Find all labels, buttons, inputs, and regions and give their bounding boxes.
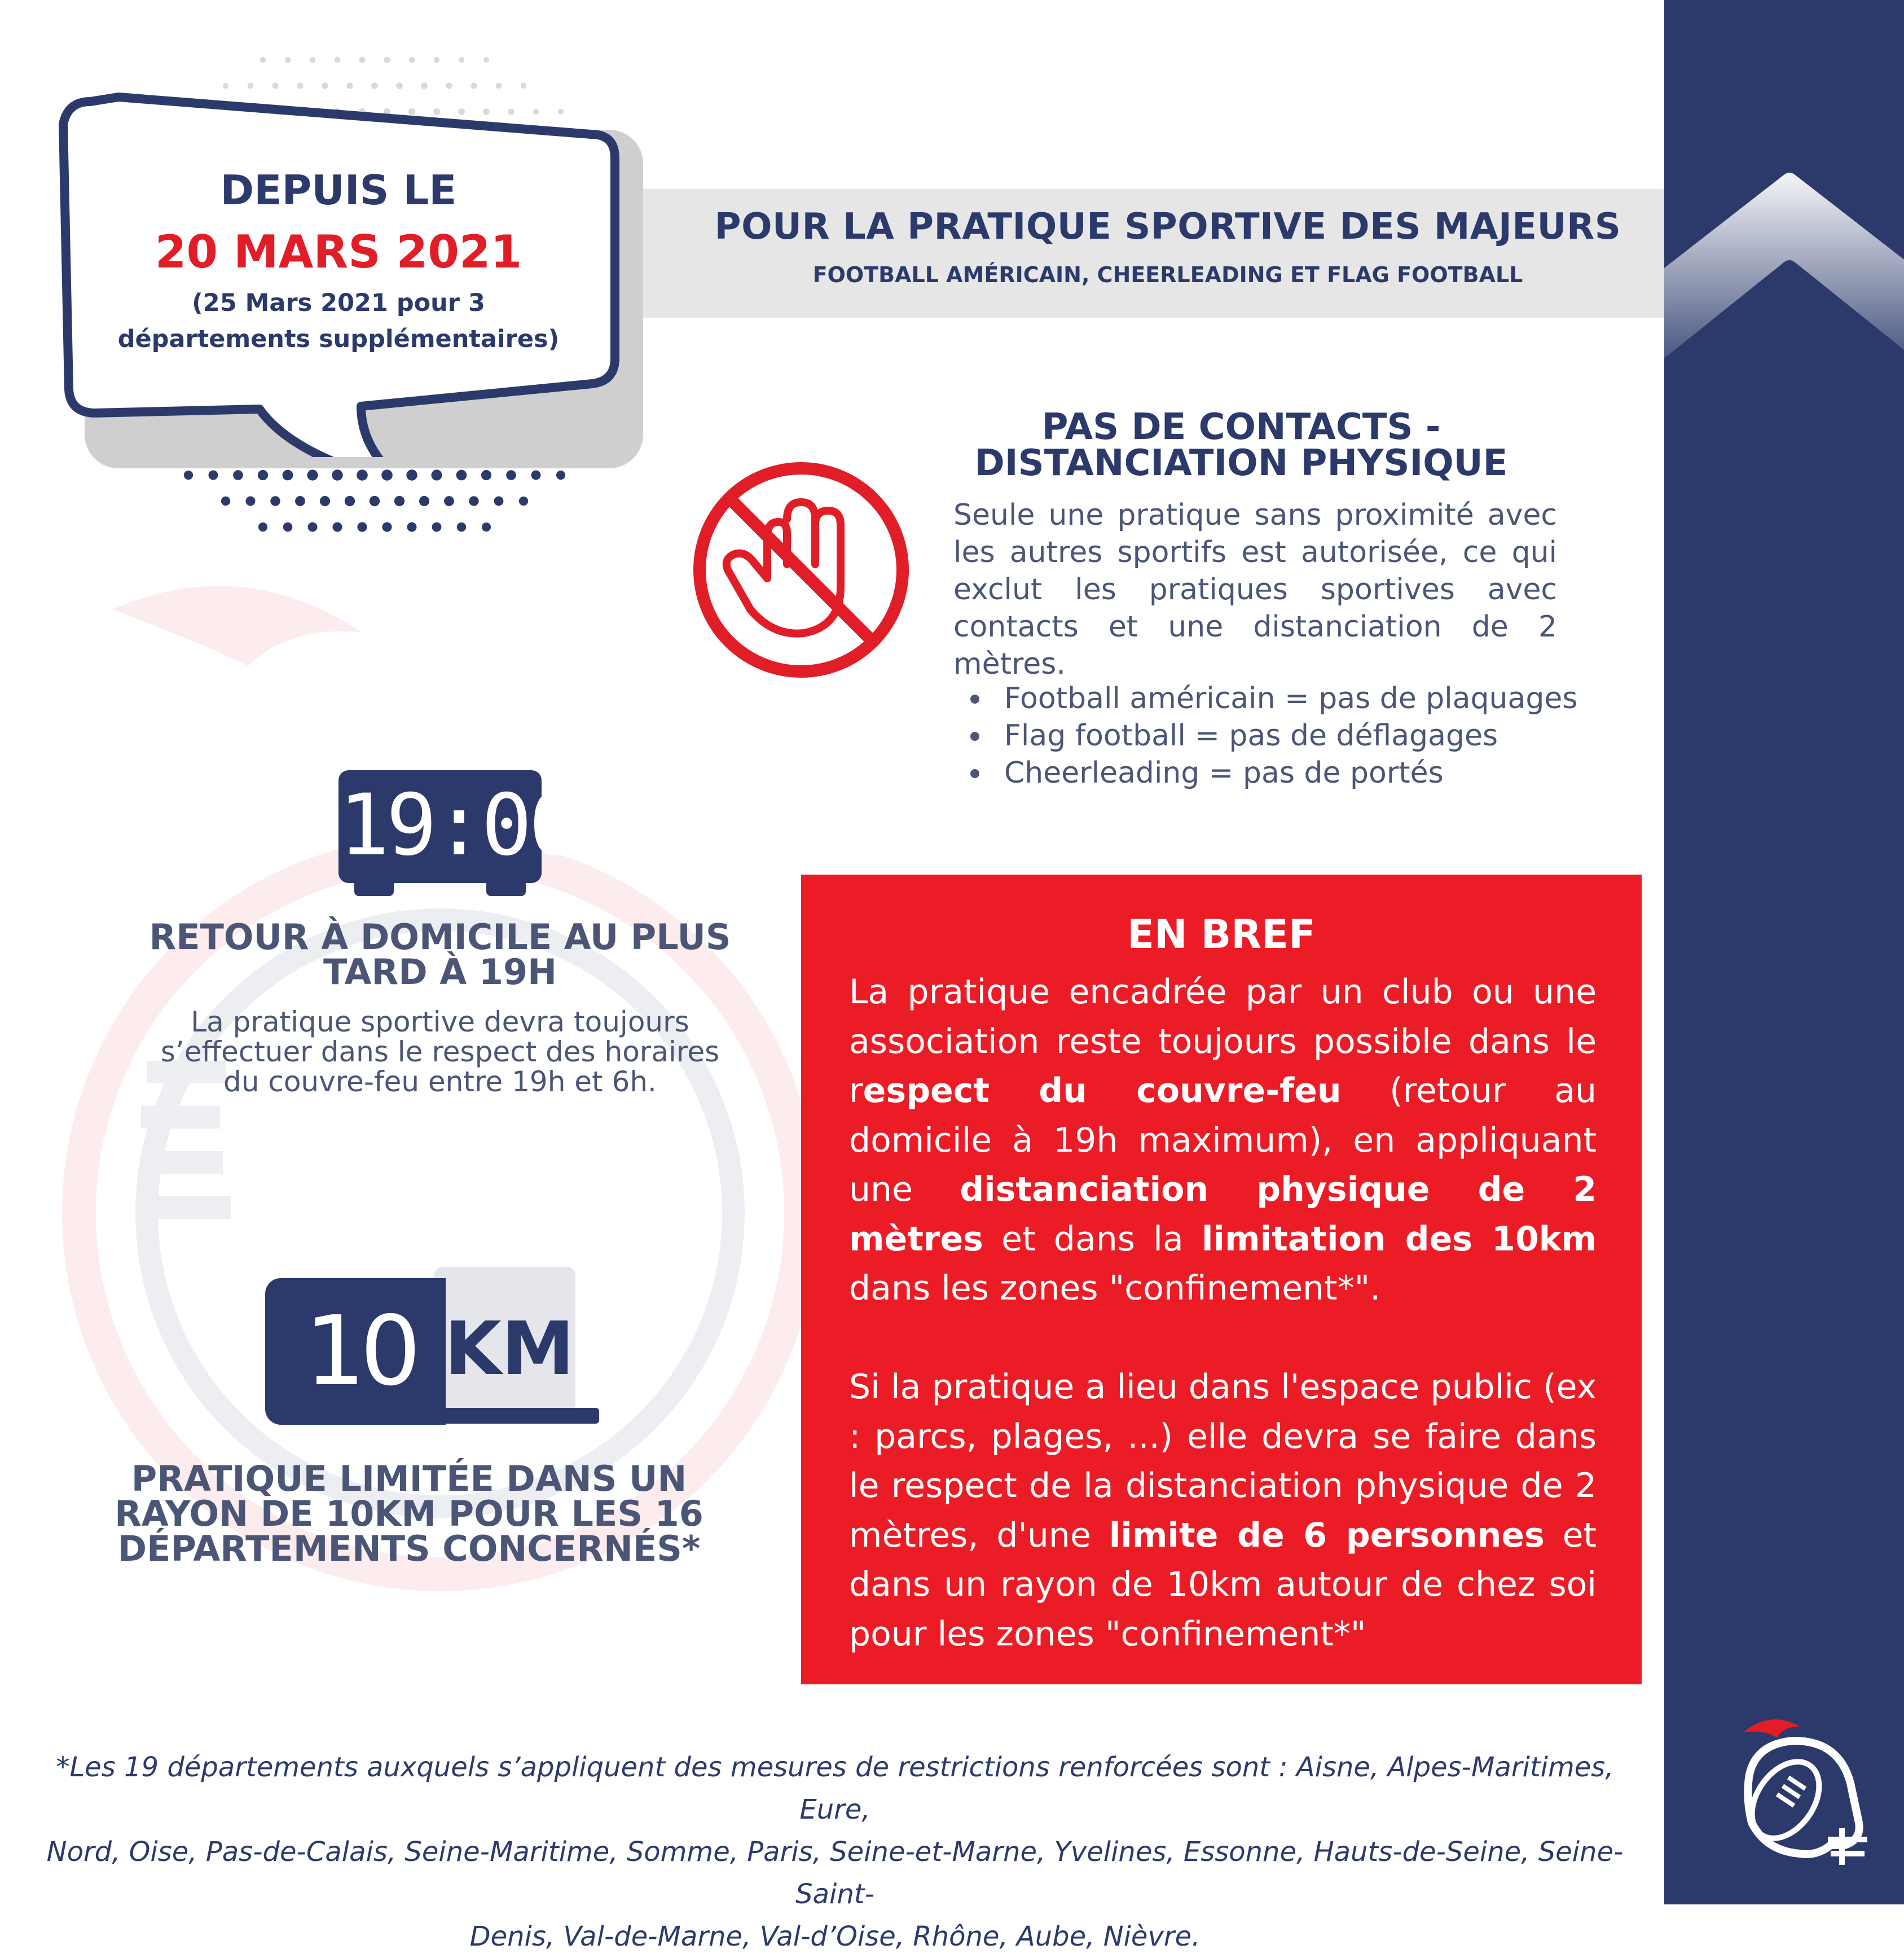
halftone-dot [221,497,230,506]
clock-icon [338,770,577,900]
curfew-title-line1: RETOUR À DOMICILE AU PLUS [149,916,731,958]
header-title: POUR LA PRATIQUE SPORTIVE DES MAJEURS [714,206,1621,248]
summary-text: et dans la [983,1219,1202,1259]
halftone-dot [246,497,256,506]
halftone-dot [295,496,305,506]
summary-text: et dans un rayon de 10km autour de chez soi pour les zones "confinement*" [849,1515,1597,1654]
summary-text: Si la pratique a lieu dans l'espace public (ex : parcs, plages, ...) elle devra se faire dans le respect de la distanciation physique de 2 mètres, d'une [849,1367,1597,1555]
curfew-title [135,916,745,993]
halftone-dot [381,469,393,481]
radius-title [113,1458,705,1569]
halftone-dot [320,496,330,506]
halftone-dot [483,57,489,63]
halftone-dot [409,57,415,63]
halftone-dot [285,57,291,63]
bubble-since-label: DEPUIS LE [220,166,457,214]
halftone-dot [248,83,254,89]
summary-bold-text: distanciation physique de 2 mètres [849,1170,1597,1259]
halftone-dot [431,469,442,480]
footnote-line2: Nord, Oise, Pas-de-Calais, Seine-Maritime, Somme, Paris, Seine-et-Marne, Yvelines, Essonne, Hauts-de-Seine, Seine-Saint- [46,1836,1624,1910]
halftone-dot [457,523,467,532]
halftone-dot [456,470,467,481]
clock-time: 19:00 [338,776,577,875]
halftone-dot [258,523,267,532]
halftone-dot [322,82,328,89]
halftone-dot [396,82,403,89]
radius-title-line1: PRATIQUE LIMITÉE DANS UN [131,1458,687,1499]
halftone-dot [357,469,368,481]
contacts-title-line2: DISTANCIATION PHYSIQUE [974,442,1508,484]
clock-foot-right [486,880,526,896]
halftone-dot [345,496,355,506]
curfew-text-line1: La pratique sportive devra toujours [191,1006,689,1038]
halftone-dot [382,522,392,532]
halftone-dot [283,523,293,532]
clock-foot-left [354,880,394,896]
list-item: Flag football = pas de déflagages [970,717,1591,754]
summary-paragraph-1 [849,968,1597,1314]
summary-text: La pratique encadrée par un club ou une association reste toujours possible dans le r [849,972,1597,1110]
halftone-dot [270,496,280,506]
halftone-dot [308,523,318,532]
halftone-dot [258,470,268,480]
halftone-dot [260,57,266,63]
halftone-dot [459,57,464,63]
halftone-dot [332,522,342,532]
km-badge-base [434,1408,599,1424]
halftone-dot [494,497,504,506]
halftone-dot [519,497,528,506]
halftone-dot [394,496,404,506]
radius-title-line3: DÉPARTEMENTS CONCERNÉS* [117,1528,701,1569]
halftone-dot [506,470,516,480]
footnote [45,1746,1625,1958]
halftone-dot [384,57,390,63]
halftone-dot [359,57,366,63]
list-item: Football américain = pas de plaquages [970,680,1591,717]
halftone-dot [482,523,491,532]
curfew-text-line2: s’effectuer dans le respect des horaires [160,1035,720,1068]
halftone-dot [310,57,316,63]
halftone-dot [446,82,452,89]
halftone-dot [407,522,416,532]
contacts-title-line1: PAS DE CONTACTS - [1041,406,1441,448]
summary-bold-text: limitation des 10km [1201,1219,1597,1259]
halftone-dot [556,471,565,480]
summary-paragraph-2 [849,1363,1597,1659]
halftone-dot [419,496,429,506]
list-item: Cheerleading = pas de portés [970,754,1591,792]
contacts-title [959,406,1523,484]
footnote-line1: *Les 19 départements auxquels s’appliquent des mesures de restrictions renforcées sont : Aisne, Alpes-Maritimes, Eure, [56,1751,1614,1825]
halftone-dot [421,82,427,89]
halftone-dot [469,496,478,506]
halftone-dot [233,470,243,480]
km-number: 10 [305,1296,416,1407]
halftone-dot [481,470,491,480]
halftone-dot [335,57,341,63]
halftone-dot [434,57,440,63]
halftone-dot [208,470,218,480]
halftone-dot [406,469,417,480]
halftone-dot [184,471,193,480]
halftone-dot [297,82,303,89]
curfew-text-line3: du couvre-feu entre 19h et 6h. [223,1065,657,1098]
summary-text: dans les zones "confinement*". [849,1268,1381,1308]
summary-text: (retour au domicile à 19h maximum), en appliquant une [849,1071,1597,1209]
bubble-note: (25 Mars 2021 pour 3 départements supplémentaires) [117,289,560,353]
halftone-dot [357,522,367,532]
halftone-dot [272,83,279,89]
halftone-dot [283,470,293,481]
halftone-dot [223,83,228,89]
no-touch-hand-icon [688,457,914,683]
contacts-bullet-list [970,680,1591,792]
summary-title: EN BREF [1127,911,1316,958]
halftone-dot [346,82,353,89]
bubble-date: 20 MARS 2021 [155,226,522,278]
radius-title-line2: RAYON DE 10KM POUR LES 16 [115,1493,703,1534]
halftone-dot [444,496,454,506]
halftone-dot [521,83,526,89]
header-subtitle: FOOTBALL AMÉRICAIN, CHEERLEADING ET FLAG FOOTBALL [812,262,1523,287]
halftone-dot [471,83,477,89]
halftone-dot [432,523,442,532]
summary-bold-text: espect du couvre-feu [863,1071,1342,1110]
halftone-dot [531,471,541,480]
halftone-dot [371,82,378,89]
summary-bold-text: limite de 6 personnes [1109,1515,1545,1555]
chevron-up-icon [1664,164,1904,401]
federation-helmet-logo [1732,1710,1873,1879]
curfew-text [135,1007,745,1097]
halftone-dot [496,83,502,89]
footnote-line3: Denis, Val-de-Marne, Val-d’Oise, Rhône, Aube, Nièvre. [469,1921,1201,1952]
km-unit: KM [445,1306,575,1391]
curfew-title-line2: TARD À 19H [323,951,557,993]
halftone-dot [332,469,342,480]
contacts-paragraph: Seule une pratique sans proximité avec les autres sportifs est autorisée, ce qui exclut les pratiques sportives avec contacts et une distanciation de 2 mètres. [953,498,1557,681]
halftone-dot [370,496,380,506]
halftone-dot [307,469,318,480]
